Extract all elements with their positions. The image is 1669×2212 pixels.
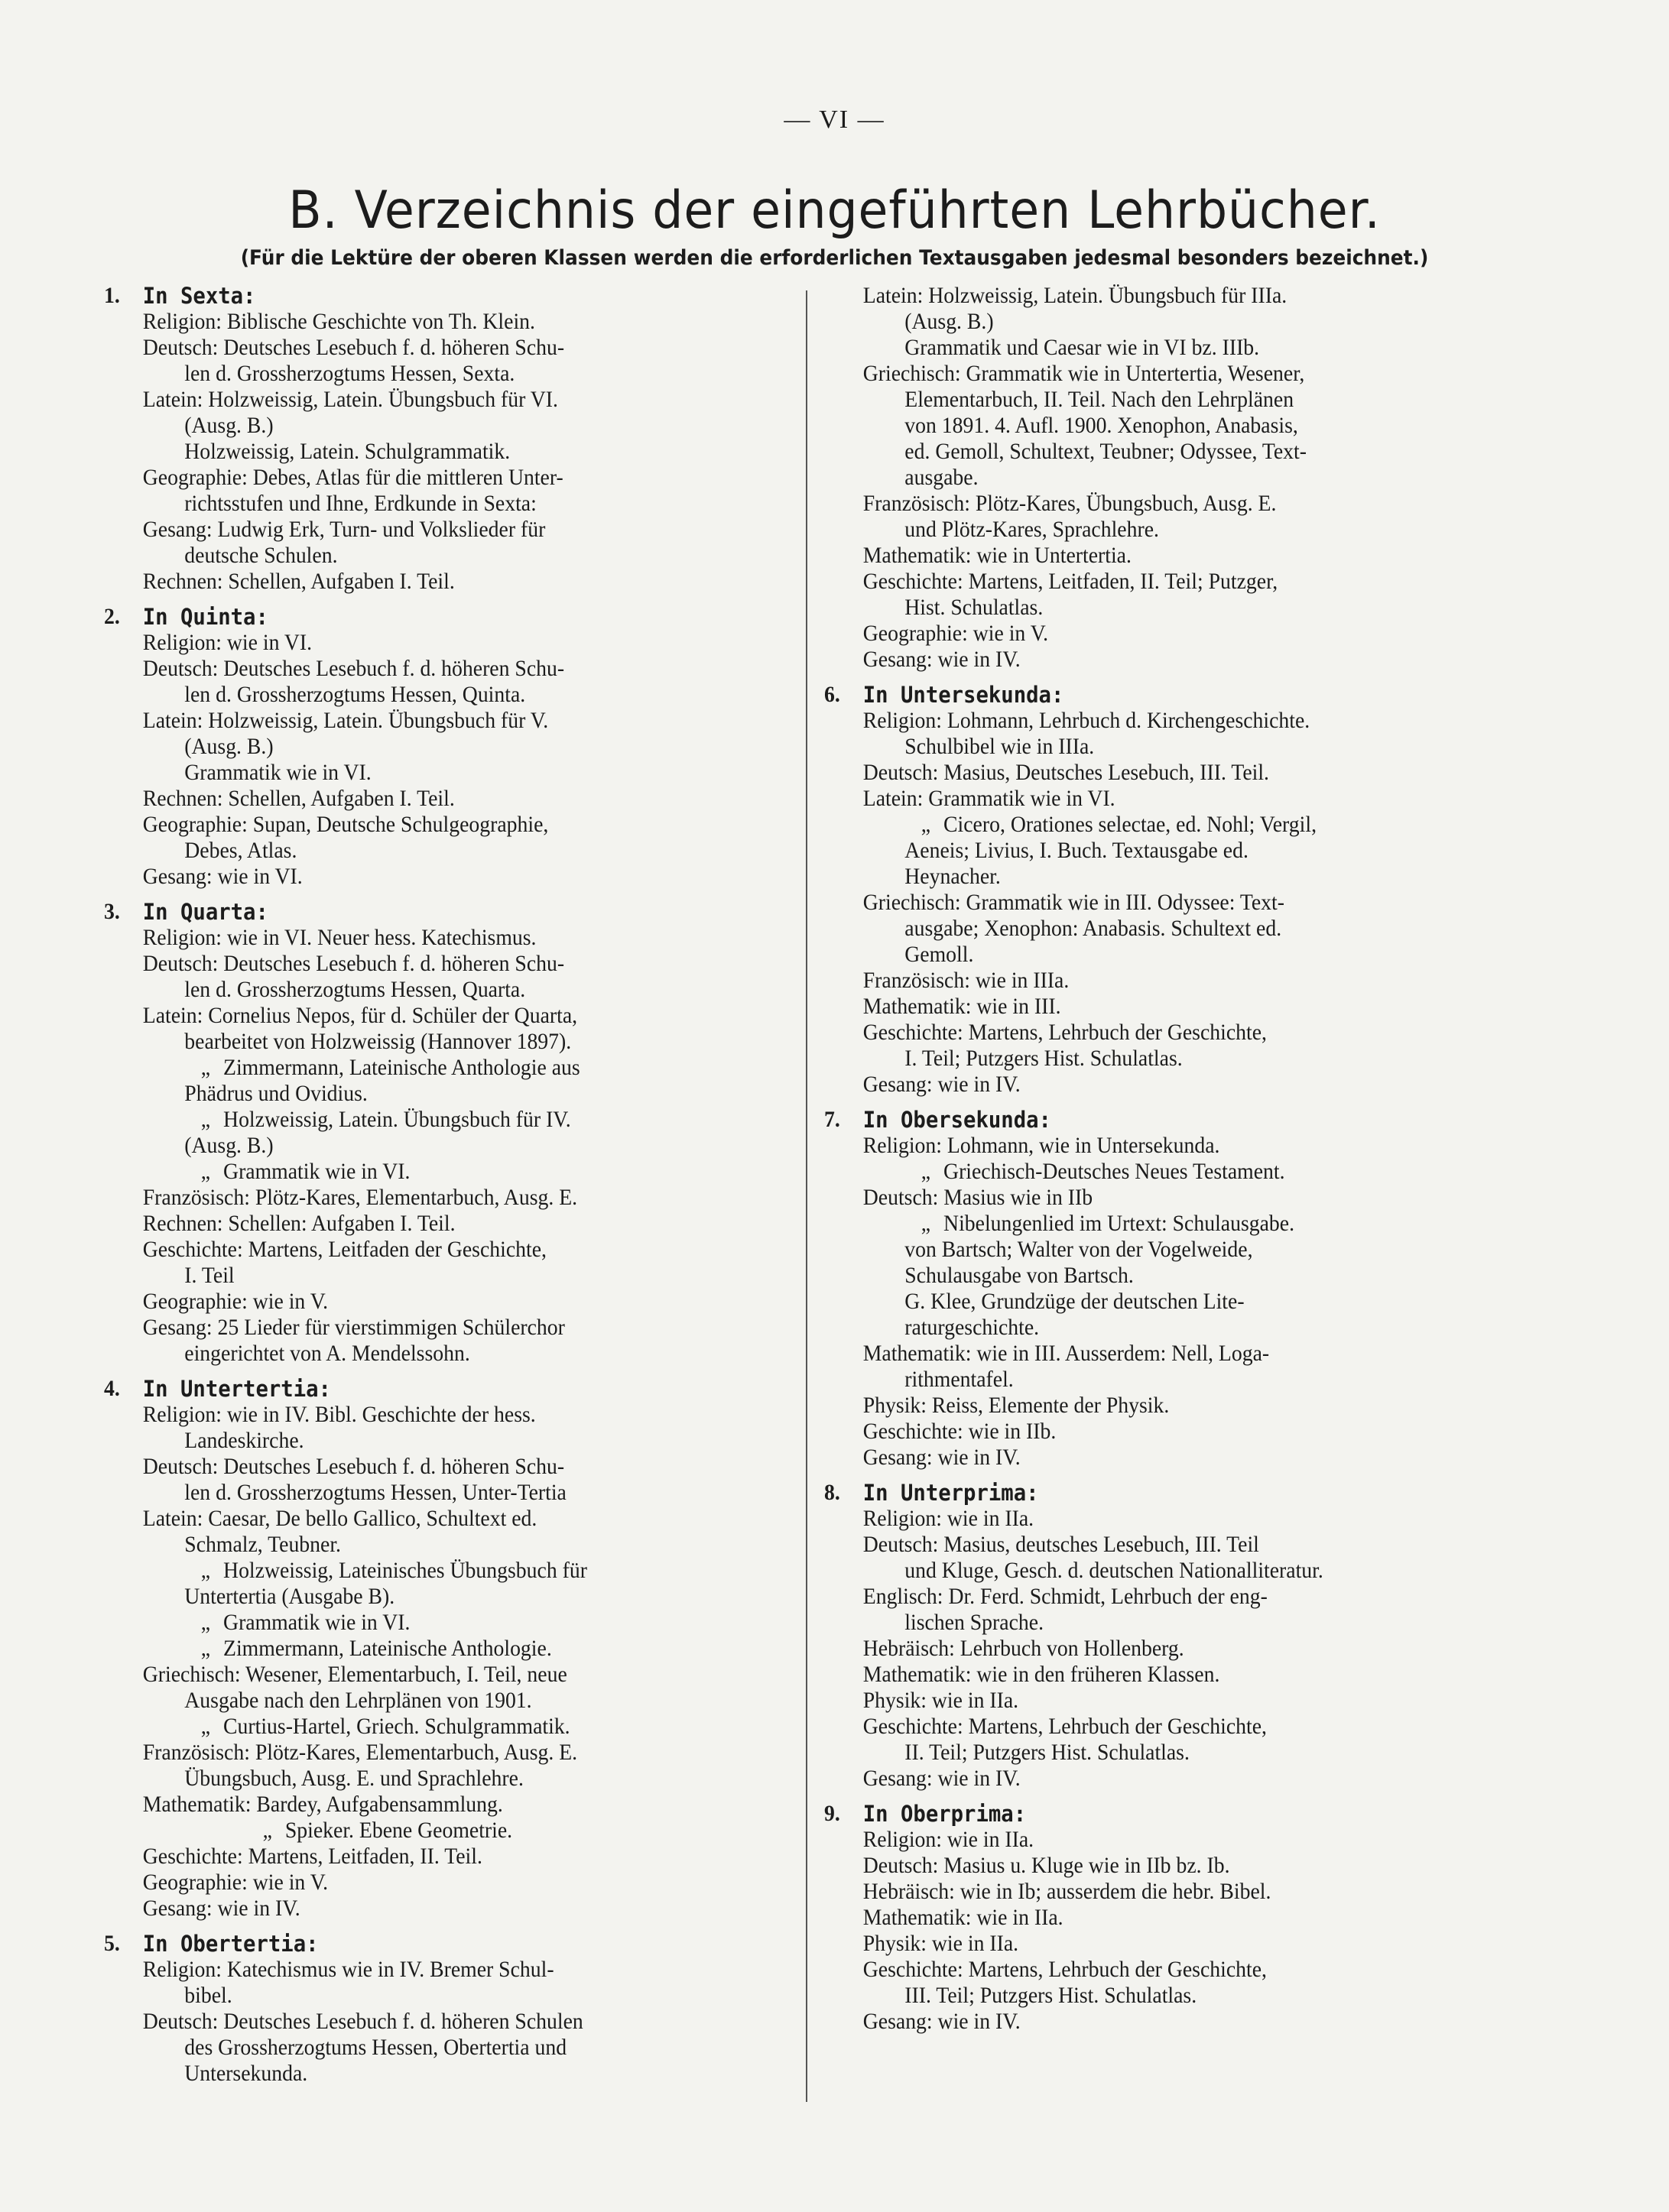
entry-line: Religion: wie in IV. Bibl. Geschichte der hess.: [142, 1403, 536, 1427]
section-number: 5.: [104, 1931, 120, 1956]
ditto-line: [104, 1055, 794, 1081]
entry-line: Religion: wie in IIa.: [862, 1828, 1034, 1852]
entry-line: Mathematik: Bardey, Aufgabensammlung.: [142, 1792, 503, 1817]
section-title: In Unterprima:: [862, 1480, 1039, 1506]
entry-line: Geschichte: Martens, Leitfaden, II. Teil; Putzger,: [862, 569, 1278, 594]
entry-line: Religion: Katechismus wie in IV. Bremer Schul-: [142, 1957, 554, 1982]
section-title: In Untertertia:: [142, 1376, 331, 1402]
entry-line: Schulausgabe von Bartsch.: [904, 1263, 1134, 1288]
entry-line: Schmalz, Teubner.: [184, 1533, 341, 1557]
entry-line: Englisch: Dr. Ferd. Schmidt, Lehrbuch der eng-: [862, 1584, 1268, 1609]
entry-line: (Ausg. B.): [184, 735, 274, 759]
section-title: In Sexta:: [142, 283, 256, 309]
entry-line: Gesang: 25 Lieder für vierstimmigen Schülerchor: [142, 1315, 565, 1340]
entry-text: Nibelungenlied im Urtext: Schulausgabe.: [943, 1211, 1295, 1236]
section-number: 6.: [824, 683, 840, 707]
entry-line: Mathematik: wie in III.: [862, 994, 1061, 1019]
entry-line: Elementarbuch, II. Teil. Nach den Lehrplänen: [904, 388, 1294, 412]
entry-line: Hebräisch: wie in Ib; ausserdem die hebr. Bibel.: [862, 1880, 1271, 1904]
entry-line: Religion: wie in IIa.: [862, 1507, 1034, 1531]
section-number: 3.: [104, 900, 120, 924]
ditto-line: [824, 812, 1528, 838]
ditto-mark: „: [200, 1108, 211, 1132]
entry-line: I. Teil; Putzgers Hist. Schulatlas.: [904, 1046, 1183, 1071]
entry-line: III. Teil; Putzgers Hist. Schulatlas.: [904, 1983, 1197, 2008]
section-number: 9.: [824, 1802, 840, 1826]
ditto-mark: „: [921, 812, 931, 837]
entry-line: Rechnen: Schellen: Aufgaben I. Teil.: [142, 1211, 456, 1236]
entry-line: Deutsch: Masius, deutsches Lesebuch, III. Teil: [862, 1533, 1259, 1557]
entry-line: richtsstufen und Ihne, Erdkunde in Sexta:: [184, 491, 537, 516]
section-title: In Obertertia:: [142, 1931, 319, 1957]
entry-line: Physik: wie in IIa.: [862, 1931, 1019, 1956]
section-number: 7.: [824, 1108, 840, 1132]
entry-line: Untertertia (Ausgabe B).: [184, 1584, 395, 1609]
entry-line: Holzweissig, Latein. Schulgrammatik.: [184, 439, 511, 464]
entry-line: Gesang: wie in IV.: [862, 1445, 1021, 1470]
entry-line: von Bartsch; Walter von der Vogelweide,: [904, 1237, 1253, 1262]
section-number: 2.: [104, 605, 120, 629]
entry-line: eingerichtet von A. Mendelssohn.: [184, 1341, 470, 1366]
ditto-line: [824, 1159, 1528, 1185]
section-quinta: [104, 604, 794, 890]
entry-line: G. Klee, Grundzüge der deutschen Lite-: [904, 1289, 1245, 1314]
entry-line: Griechisch: Grammatik wie in III. Odyssee: Text-: [862, 890, 1284, 915]
entry-line: Geschichte: Martens, Leitfaden, II. Teil.: [142, 1844, 482, 1869]
entry-text: Grammatik wie in VI.: [223, 1160, 411, 1184]
entry-line: Französisch: wie in IIIa.: [862, 968, 1070, 993]
section-title: In Oberprima:: [862, 1801, 1027, 1827]
entry-line: lischen Sprache.: [904, 1610, 1044, 1635]
section-obertertia-continued: [824, 283, 1528, 673]
entry-line: Mathematik: wie in IIa.: [862, 1905, 1063, 1930]
entry-line: Physik: Reiss, Elemente der Physik.: [862, 1393, 1170, 1418]
entry-line: rithmentafel.: [904, 1367, 1014, 1392]
entry-line: Latein: Grammatik wie in VI.: [862, 787, 1115, 811]
entry-line: deutsche Schulen.: [184, 543, 338, 568]
entry-line: Geographie: wie in V.: [862, 621, 1049, 646]
entry-line: Mathematik: wie in Untertertia.: [862, 543, 1132, 568]
entry-line: bibel.: [184, 1983, 232, 2008]
entry-line: Geographie: wie in V.: [142, 1870, 329, 1895]
entry-line: len d. Grossherzogtums Hessen, Sexta.: [184, 362, 515, 386]
entry-line: von 1891. 4. Aufl. 1900. Xenophon, Anabasis,: [904, 414, 1298, 438]
entry-line: Französisch: Plötz-Kares, Elementarbuch, Ausg. E.: [142, 1185, 578, 1210]
ditto-mark: „: [200, 1714, 211, 1739]
entry-line: und Plötz-Kares, Sprachlehre.: [904, 517, 1159, 542]
section-number: 8.: [824, 1481, 840, 1505]
left-column: [104, 283, 794, 2096]
entry-line: (Ausg. B.): [904, 310, 994, 334]
page-number: — VI —: [784, 105, 885, 134]
entry-line: Französisch: Plötz-Kares, Übungsbuch, Ausg. E.: [862, 491, 1277, 516]
entry-line: Griechisch: Grammatik wie in Untertertia, Wesener,: [862, 362, 1305, 386]
ditto-mark: „: [200, 1610, 211, 1635]
entry-line: Hist. Schulatlas.: [904, 595, 1044, 620]
entry-line: Latein: Holzweissig, Latein. Übungsbuch für IIIa.: [862, 284, 1287, 308]
section-title: In Untersekunda:: [862, 682, 1064, 708]
entry-line: Grammatik und Caesar wie in VI bz. IIIb.: [904, 336, 1260, 360]
section-obersekunda: [824, 1107, 1528, 1471]
entry-line: Geschichte: Martens, Lehrbuch der Geschichte,: [862, 1020, 1267, 1045]
entry-line: Heynacher.: [904, 864, 1001, 889]
entry-line: Deutsch: Masius, Deutsches Lesebuch, III. Teil.: [862, 761, 1269, 785]
entry-line: Religion: wie in VI.: [142, 631, 313, 655]
entry-line: Gemoll.: [904, 942, 974, 967]
entry-line: Geographie: Debes, Atlas für die mittleren Unter-: [142, 465, 563, 490]
ditto-line: [104, 1636, 794, 1662]
section-number: 4.: [104, 1377, 120, 1401]
entry-line: len d. Grossherzogtums Hessen, Quarta.: [184, 978, 526, 1002]
entry-line: Gesang: wie in IV.: [862, 2009, 1021, 2034]
section-title: In Quarta:: [142, 899, 268, 925]
ditto-mark: „: [200, 1160, 211, 1184]
ditto-mark: „: [200, 1636, 211, 1661]
entry-line: Untersekunda.: [184, 2061, 308, 2086]
entry-line: len d. Grossherzogtums Hessen, Quinta.: [184, 683, 526, 707]
entry-line: ausgabe; Xenophon: Anabasis. Schultext ed.: [904, 916, 1282, 941]
entry-line: Aeneis; Livius, I. Buch. Textausgabe ed.: [904, 838, 1249, 863]
ditto-line: [104, 1610, 794, 1636]
entry-line: len d. Grossherzogtums Hessen, Unter-Tertia: [184, 1481, 567, 1505]
entry-line: Religion: Lohmann, Lehrbuch d. Kirchengeschichte.: [862, 709, 1310, 733]
entry-line: Gesang: wie in VI.: [142, 864, 303, 889]
entry-line: ausgabe.: [904, 465, 979, 490]
ditto-mark: „: [200, 1056, 211, 1080]
entry-line: Geographie: wie in V.: [142, 1289, 329, 1314]
entry-line: Gesang: wie in IV.: [862, 1766, 1021, 1791]
entry-line: Schulbibel wie in IIIa.: [904, 735, 1095, 759]
column-divider: [806, 290, 807, 2102]
entry-line: Gesang: wie in IV.: [862, 1072, 1021, 1097]
entry-line: Geographie: Supan, Deutsche Schulgeographie,: [142, 812, 549, 837]
entry-line: Landeskirche.: [184, 1429, 304, 1453]
ditto-line: [104, 1558, 794, 1584]
entry-line: Latein: Holzweissig, Latein. Übungsbuch für V.: [142, 709, 549, 733]
entry-line: Deutsch: Masius wie in IIb: [862, 1185, 1093, 1210]
entry-line: Geschichte: wie in IIb.: [862, 1419, 1057, 1444]
entry-line: des Grossherzogtums Hessen, Obertertia und: [184, 2035, 567, 2060]
entry-line: I. Teil: [184, 1263, 235, 1288]
entry-line: Deutsch: Masius u. Kluge wie in IIb bz. Ib.: [862, 1854, 1230, 1878]
section-obertertia: [104, 1931, 794, 2087]
section-untertertia: [104, 1376, 794, 1922]
ditto-line: [104, 1714, 794, 1740]
entry-text: Griechisch-Deutsches Neues Testament.: [943, 1160, 1285, 1184]
right-column: [824, 283, 1528, 2044]
entry-line: Deutsch: Deutsches Lesebuch f. d. höheren Schu-: [142, 952, 565, 976]
section-quarta: [104, 899, 794, 1367]
entry-line: Deutsch: Deutsches Lesebuch f. d. höheren Schu-: [142, 657, 565, 681]
ditto-line: [104, 1159, 794, 1185]
entry-line: Deutsch: Deutsches Lesebuch f. d. höheren Schu-: [142, 336, 565, 360]
ditto-mark: „: [921, 1160, 931, 1184]
entry-line: Geschichte: Martens, Lehrbuch der Geschichte,: [862, 1714, 1267, 1739]
entry-line: raturgeschichte.: [904, 1315, 1040, 1340]
entry-line: Latein: Caesar, De bello Gallico, Schultext ed.: [142, 1507, 537, 1531]
entry-line: Phädrus und Ovidius.: [184, 1082, 368, 1106]
entry-line: Hebräisch: Lehrbuch von Hollenberg.: [862, 1636, 1184, 1661]
entry-line: (Ausg. B.): [184, 414, 274, 438]
entry-text: Curtius-Hartel, Griech. Schulgrammatik.: [223, 1714, 570, 1739]
section-oberprima: [824, 1801, 1528, 2035]
entry-line: Rechnen: Schellen, Aufgaben I. Teil.: [142, 787, 455, 811]
entry-line: ed. Gemoll, Schultext, Teubner; Odyssee, Text-: [904, 439, 1307, 464]
entry-text: Cicero, Orationes selectae, ed. Nohl; Vergil,: [943, 812, 1317, 837]
section-unterprima: [824, 1480, 1528, 1792]
entry-line: Griechisch: Wesener, Elementarbuch, I. Teil, neue: [142, 1662, 567, 1687]
ditto-line: [104, 1818, 794, 1844]
entry-line: (Ausg. B.): [184, 1134, 274, 1158]
page-subtitle: (Für die Lektüre der oberen Klassen werden die erforderlichen Textausgaben jedesmal besonders bezeichnet.): [240, 246, 1429, 270]
entry-line: Mathematik: wie in den früheren Klassen.: [862, 1662, 1220, 1687]
entry-text: Holzweissig, Latein. Übungsbuch für IV.: [223, 1108, 571, 1132]
entry-text: Zimmermann, Lateinische Anthologie.: [223, 1636, 552, 1661]
ditto-line: [104, 1107, 794, 1133]
entry-line: Gesang: wie in IV.: [862, 647, 1021, 672]
entry-line: bearbeitet von Holzweissig (Hannover 1897).: [184, 1030, 572, 1054]
entry-line: Geschichte: Martens, Leitfaden der Geschichte,: [142, 1237, 547, 1262]
entry-text: Grammatik wie in VI.: [223, 1610, 411, 1635]
entry-text: Holzweissig, Lateinisches Übungsbuch für: [223, 1558, 587, 1583]
entry-line: Religion: Biblische Geschichte von Th. Klein.: [142, 310, 535, 334]
entry-line: Ausgabe nach den Lehrplänen von 1901.: [184, 1688, 532, 1713]
entry-line: Gesang: Ludwig Erk, Turn- und Volkslieder für: [142, 517, 546, 542]
section-untersekunda: [824, 682, 1528, 1098]
entry-line: Französisch: Plötz-Kares, Elementarbuch, Ausg. E.: [142, 1740, 578, 1765]
entry-text: Zimmermann, Lateinische Anthologie aus: [223, 1056, 580, 1080]
page-title: B. Verzeichnis der eingeführten Lehrbücher.: [288, 180, 1381, 241]
entry-line: Gesang: wie in IV.: [142, 1896, 300, 1921]
entry-line: Rechnen: Schellen, Aufgaben I. Teil.: [142, 569, 455, 594]
entry-line: und Kluge, Gesch. d. deutschen Nationalliteratur.: [904, 1558, 1323, 1583]
entry-line: Religion: Lohmann, wie in Untersekunda.: [862, 1134, 1220, 1158]
entry-line: Latein: Cornelius Nepos, für d. Schüler der Quarta,: [142, 1004, 578, 1028]
entry-line: Deutsch: Deutsches Lesebuch f. d. höheren Schulen: [142, 2009, 583, 2034]
entry-line: Übungsbuch, Ausg. E. und Sprachlehre.: [184, 1766, 524, 1791]
entry-line: Grammatik wie in VI.: [184, 761, 372, 785]
ditto-mark: „: [262, 1818, 272, 1843]
entry-line: Latein: Holzweissig, Latein. Übungsbuch für VI.: [142, 388, 558, 412]
ditto-line: [824, 1211, 1528, 1237]
entry-text: Spieker. Ebene Geometrie.: [284, 1818, 513, 1843]
entry-line: Debes, Atlas.: [184, 838, 297, 863]
entry-line: Physik: wie in IIa.: [862, 1688, 1019, 1713]
ditto-mark: „: [921, 1211, 931, 1236]
section-title: In Quinta:: [142, 604, 268, 630]
entry-line: Deutsch: Deutsches Lesebuch f. d. höheren Schu-: [142, 1455, 565, 1479]
entry-line: Religion: wie in VI. Neuer hess. Katechismus.: [142, 926, 537, 950]
ditto-mark: „: [200, 1558, 211, 1583]
section-title: In Obersekunda:: [862, 1107, 1051, 1133]
section-number: 1.: [104, 284, 120, 308]
entry-line: Mathematik: wie in III. Ausserdem: Nell, Loga-: [862, 1341, 1270, 1366]
entry-line: Geschichte: Martens, Lehrbuch der Geschichte,: [862, 1957, 1267, 1982]
section-sexta: [104, 283, 794, 595]
entry-line: II. Teil; Putzgers Hist. Schulatlas.: [904, 1740, 1190, 1765]
